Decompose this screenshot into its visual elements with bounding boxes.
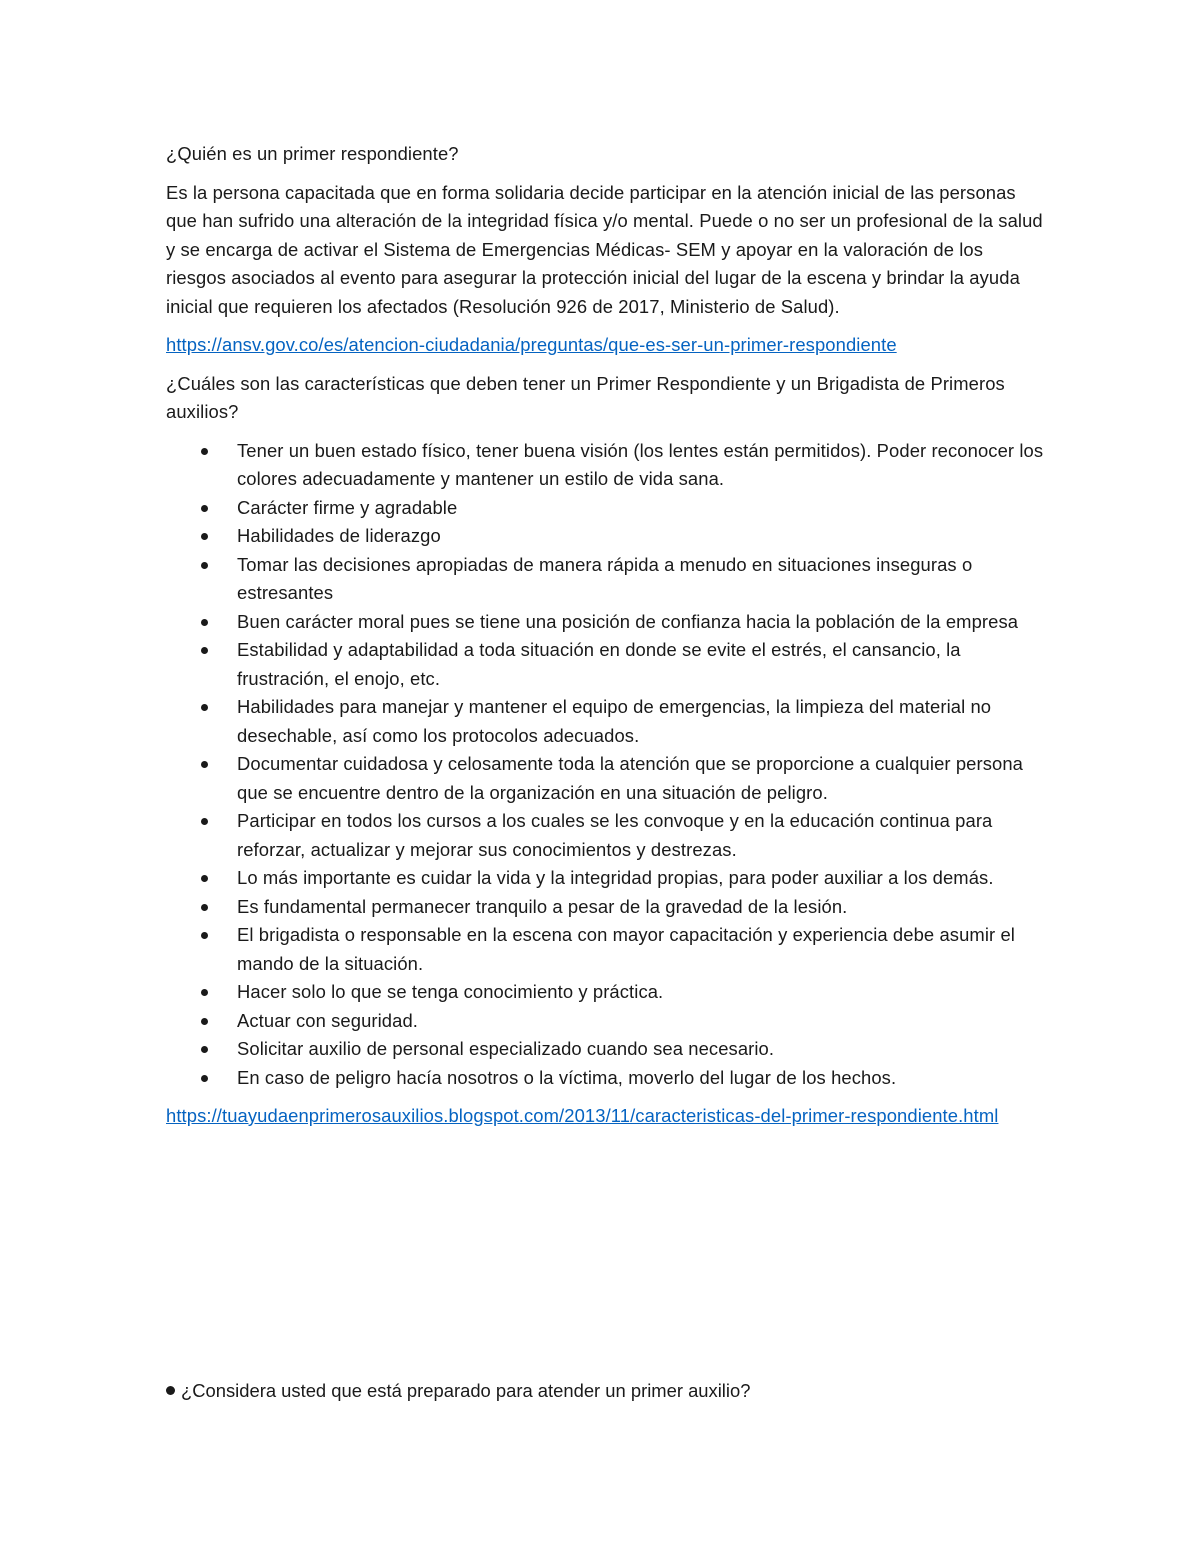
- bullet-icon: [201, 904, 208, 911]
- list-item-text: Hacer solo lo que se tenga conocimiento y práctica.: [237, 981, 664, 1002]
- list-item: [166, 437, 1046, 494]
- list-item-text: El brigadista o responsable en la escena con mayor capacitación y experiencia debe asumir el mando de la situación.: [237, 924, 1015, 974]
- list-item-text: En caso de peligro hacía nosotros o la víctima, moverlo del lugar de los hechos.: [237, 1066, 897, 1088]
- question-preparado: ¿Considera usted que está preparado para atender un primer auxilio?: [181, 1380, 751, 1401]
- list-item-text: Solicitar auxilio de personal especializado cuando sea necesario.: [237, 1038, 775, 1059]
- list-item: [166, 494, 1046, 523]
- list-item: [166, 551, 1046, 608]
- list-item: [166, 807, 1046, 864]
- caracteristicas-list: [166, 437, 1046, 1093]
- list-item-text: Lo más importante es cuidar la vida y la integridad propias, para poder auxiliar a los demás.: [237, 867, 994, 888]
- bullet-icon: [201, 1046, 208, 1053]
- bullet-icon: [201, 1075, 208, 1082]
- list-item: [166, 693, 1046, 750]
- bullet-icon: [201, 647, 208, 654]
- bullet-icon: [201, 562, 208, 569]
- bullet-icon: [201, 818, 208, 825]
- list-item-text: Habilidades de liderazgo: [237, 525, 441, 546]
- bullet-icon: [201, 704, 208, 711]
- question-caracteristicas: ¿Cuáles son las características que deben tener un Primer Respondiente y un Brigadista de Primeros auxilios?: [166, 372, 1005, 422]
- bullet-icon: [201, 761, 208, 768]
- bullet-icon: [166, 1386, 175, 1395]
- list-item: [166, 1007, 1046, 1036]
- bullet-icon: [201, 932, 208, 939]
- list-item: [166, 1035, 1046, 1064]
- list-item-text: Participar en todos los cursos a los cuales se les convoque y en la educación continua para reforzar, actualizar y mejorar sus conocimientos y destrezas.: [237, 810, 993, 860]
- list-item: [166, 893, 1046, 922]
- document-body: [166, 140, 1046, 1141]
- bullet-icon: [201, 989, 208, 996]
- bullet-icon: [201, 505, 208, 512]
- bullet-icon: [201, 619, 208, 626]
- bullet-icon: [201, 533, 208, 540]
- list-item: [166, 864, 1046, 893]
- bullet-icon: [201, 448, 208, 455]
- ansv-link[interactable]: https://ansv.gov.co/es/atencion-ciudadania/preguntas/que-es-ser-un-primer-respondiente: [166, 334, 897, 355]
- list-item: [166, 608, 1046, 637]
- list-item-text: Tener un buen estado físico, tener buena visión (los lentes están permitidos). Poder reconocer los colores adecuadamente y mantener un estilo de vida sana.: [237, 439, 1044, 489]
- list-item-text: Estabilidad y adaptabilidad a toda situación en donde se evite el estrés, el cansancio, la frustración, el enojo, etc.: [237, 639, 961, 689]
- answer-primer-respondiente: Es la persona capacitada que en forma solidaria decide participar en la atención inicial de las personas que han sufrido una alteración de la integridad física y/o mental. Puede o no ser un profesional de la salud y se encarga de activar el Sistema de Emergencias Médicas- SEM y apoyar en la valoración de los riesgos asociados al evento para asegurar la protección inicial del lugar de la escena y brindar la ayuda inicial que requieren los afectados (Resolución 926 de 2017, Ministerio de Salud).: [166, 181, 1043, 317]
- list-item-text: Carácter firme y agradable: [237, 496, 458, 518]
- bullet-icon: [201, 1018, 208, 1025]
- list-item: [166, 522, 1046, 551]
- list-item: [166, 636, 1046, 693]
- list-item: [166, 1064, 1046, 1093]
- list-item: [166, 978, 1046, 1007]
- list-item-text: Habilidades para manejar y mantener el equipo de emergencias, la limpieza del material no desechable, así como los protocolos adecuados.: [237, 696, 992, 746]
- list-item-text: Documentar cuidadosa y celosamente toda la atención que se proporcione a cualquier persona que se encuentre dentro de la organización en una situación de peligro.: [237, 753, 1023, 803]
- list-item: [166, 750, 1046, 807]
- list-item-text: Buen carácter moral pues se tiene una posición de confianza hacia la población de la empresa: [237, 610, 1019, 632]
- list-item-text: Tomar las decisiones apropiadas de manera rápida a menudo en situaciones inseguras o estresantes: [237, 553, 973, 603]
- list-item: [166, 921, 1046, 978]
- question-primer-respondiente: ¿Quién es un primer respondiente?: [166, 143, 459, 164]
- bullet-icon: [201, 875, 208, 882]
- list-item-text: Actuar con seguridad.: [237, 1009, 419, 1031]
- list-item-text: Es fundamental permanecer tranquilo a pesar de la gravedad de la lesión.: [237, 895, 848, 917]
- blogspot-link[interactable]: https://tuayudaenprimerosauxilios.blogspot.com/2013/11/caracteristicas-del-primer-respondiente.html: [166, 1105, 999, 1126]
- question-preparado-row: [166, 1377, 1046, 1406]
